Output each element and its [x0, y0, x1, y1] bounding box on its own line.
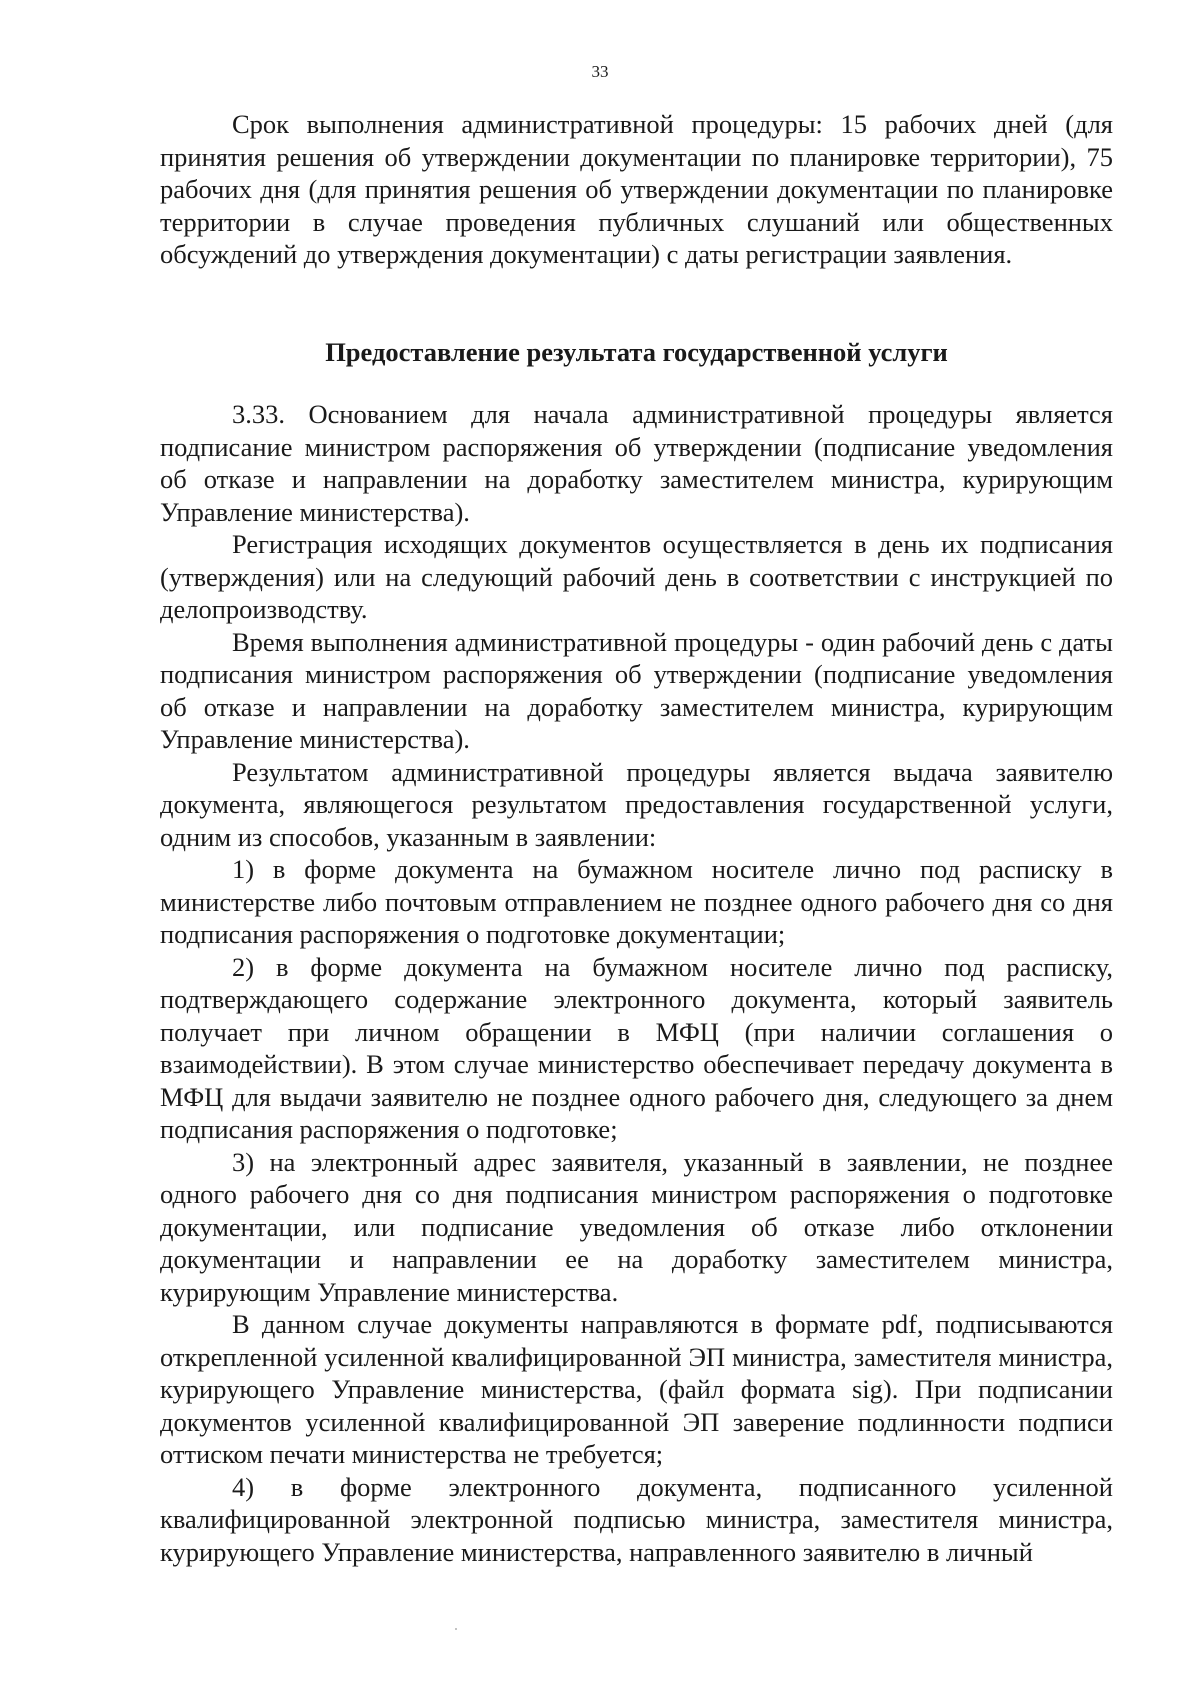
scan-speck	[455, 1628, 457, 1630]
page-number: 33	[591, 62, 609, 81]
list-item-3-email: 3) на электронный адрес заявителя, указанный в заявлении, не позднее одного рабочего дня со дня подписания министром распоряжения о подготовке документации, или подписание уведомления об отказе либо отклонении документации и направлении ее на доработку заместителем министра, курирующим Управление министерства.	[160, 1146, 1113, 1307]
list-item-1-paper: 1) в форме документа на бумажном носителе лично под расписку в министерстве либо почтовым отправлением не позднее одного рабочего дня со дня подписания распоряжения о подготовке документации;	[160, 854, 1113, 949]
paragraph-result: Результатом административной процедуры является выдача заявителю документа, являющегося результатом предоставления государственной услуги, одним из способов, указанным в заявлении:	[160, 756, 1113, 852]
paragraph-pdf-signature: В данном случае документы направляются в формате pdf, подписываются открепленной усиленной квалифицированной ЭП министра, заместителя министра, курирующего Управление министерства, (файл формата sig). При подписании документов усиленной квалифицированной ЭП заверение подлинности подписи оттиском печати министерства не требуется;	[160, 1309, 1113, 1469]
paragraph-3-33-basis: 3.33. Основанием для начала административной процедуры является подписание министром распоряжения об утверждении (подписание уведомления об отказе и направлении на доработку заместителем министра, курирующим Управление министерства).	[160, 399, 1113, 527]
section-body	[160, 398, 1113, 1568]
section-heading: Предоставление результата государственной услуги	[325, 337, 948, 367]
intro-block	[160, 108, 1113, 271]
list-item-2-mfc: 2) в форме документа на бумажном носителе лично под расписку, подтверждающего содержание электронного документа, который заявитель получает при личном обращении в МФЦ (при наличии соглашения о взаимодействии). В этом случае министерство обеспечивает передачу документа в МФЦ для выдачи заявителю не позднее одного рабочего дня, следующего за днем подписания распоряжения о подготовке;	[160, 951, 1113, 1144]
paragraph-execution-time: Время выполнения административной процедуры - один рабочий день с даты подписания министром распоряжения об утверждении (подписание уведомления об отказе и направлении на доработку заместителем министра, курирующим Управление министерства).	[160, 626, 1113, 754]
paragraph-registration: Регистрация исходящих документов осуществляется в день их подписания (утверждения) или на следующий рабочий день в соответствии с инструкцией по делопроизводству.	[160, 529, 1113, 624]
paragraph-procedure-deadline: Срок выполнения административной процедуры: 15 рабочих дней (для принятия решения об утверждении документации по планировке территории), 75 рабочих дня (для принятия решения об утверждении документации по планировке территории в случае проведения публичных слушаний или общественных обсуждений до утверждения документации) с даты регистрации заявления.	[160, 109, 1113, 269]
list-item-4-electronic: 4) в форме электронного документа, подписанного усиленной квалифицированной электронной подписью министра, заместителя министра, курирующего Управление министерства, направленного заявителю в личный	[160, 1471, 1113, 1567]
